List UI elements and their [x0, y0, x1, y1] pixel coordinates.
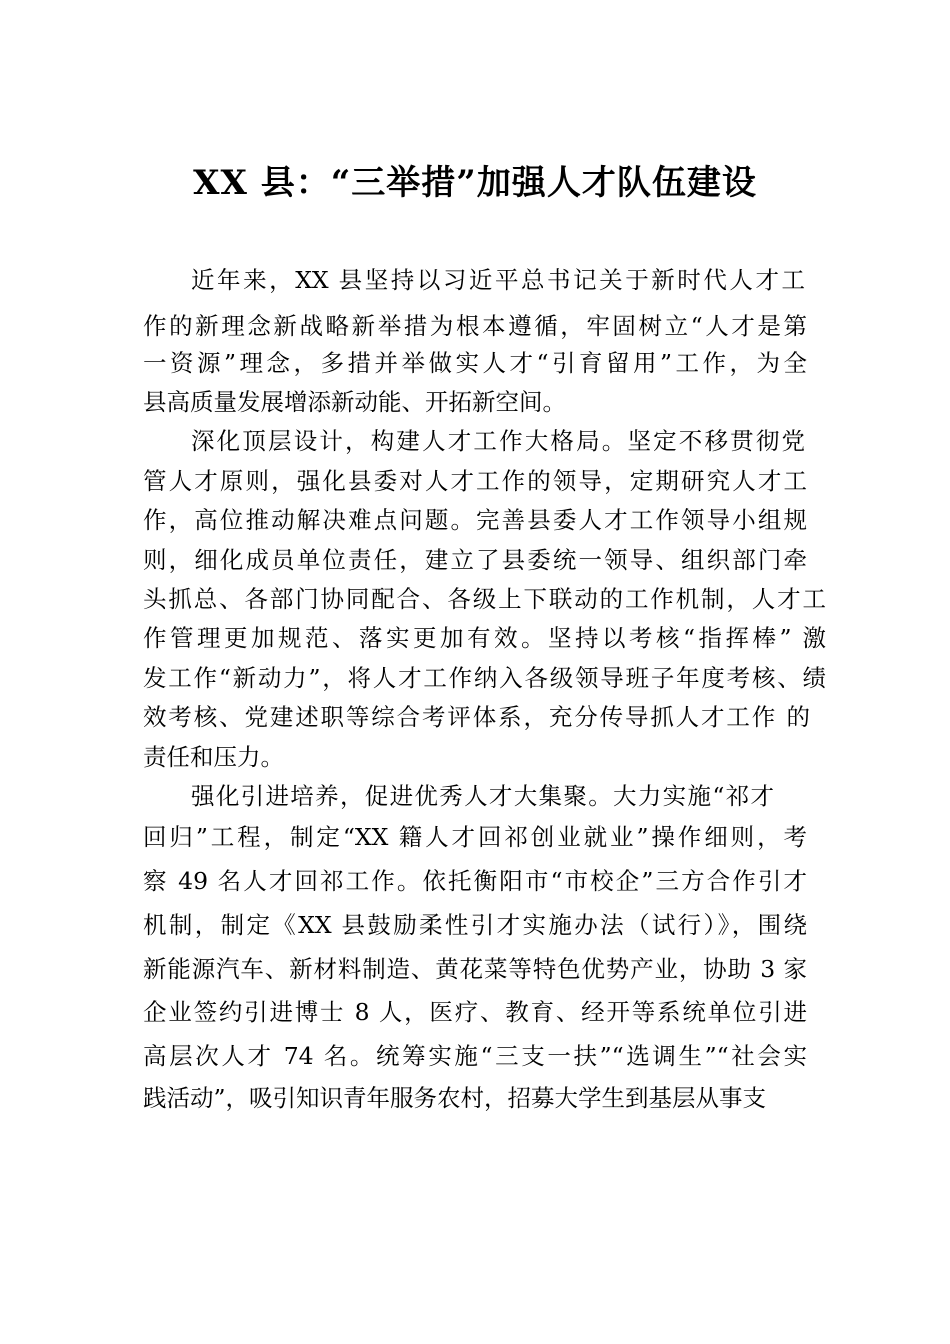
paragraph-line: 强化引进培养，促进优秀人才大集聚。大力实施“祁才	[191, 782, 774, 810]
paragraph-line: 发工作“新动力”，将人才工作纳入各级领导班子年度考核、绩	[143, 664, 826, 692]
document-title: XX 县：“三举措”加强人才队伍建设	[193, 163, 757, 203]
paragraph-line: 效考核、党建述职等综合考评体系，充分传导抓人才工作 的	[143, 703, 810, 731]
paragraph-line: 头抓总、各部门协同配合、各级上下联动的工作机制，人才工	[143, 585, 826, 613]
paragraph-line: 作管理更加规范、落实更加有效。坚持以考核“指挥棒” 激	[143, 624, 826, 652]
paragraph-line: 一资源”理念，多措并举做实人才“引育留用”工作，为全	[143, 349, 807, 377]
paragraph-line: 企业签约引进博士 8 人，医疗、教育、经开等系统单位引进	[143, 998, 807, 1026]
paragraph-line: 近年来，XX 县坚持以习近平总书记关于新时代人才工	[191, 266, 805, 294]
paragraph-line: 新能源汽车、新材料制造、黄花菜等特色优势产业，协助 3 家	[143, 955, 807, 983]
paragraph-line: 高层次人才 74 名。统筹实施“三支一扶”“选调生”“社会实	[143, 1042, 807, 1070]
paragraph-line: 机制，制定《XX 县鼓励柔性引才实施办法（试行）》，围绕	[143, 911, 807, 939]
paragraph-line: 察 49 名人才回祁工作。依托衡阳市“市校企”三方合作引才	[143, 867, 807, 895]
paragraph-line: 深化顶层设计，构建人才工作大格局。坚定不移贯彻党	[191, 427, 805, 455]
paragraph-line: 作的新理念新战略新举措为根本遵循，牢固树立“人才是第	[143, 312, 807, 340]
paragraph-line: 作，高位推动解决难点问题。完善县委人才工作领导小组规	[143, 506, 807, 534]
paragraph-line: 县高质量发展增添新动能、开拓新空间。	[143, 388, 566, 416]
paragraph-line: 则，细化成员单位责任，建立了县委统一领导、组织部门牵	[143, 546, 807, 574]
paragraph-line: 回归”工程，制定“XX 籍人才回祁创业就业”操作细则，考	[143, 823, 807, 851]
paragraph-line: 管人才原则，强化县委对人才工作的领导，定期研究人才工	[143, 467, 807, 495]
paragraph-line: 践活动”，吸引知识青年服务农村，招募大学生到基层从事支	[143, 1084, 767, 1112]
paragraph-line: 责任和压力。	[143, 743, 284, 771]
